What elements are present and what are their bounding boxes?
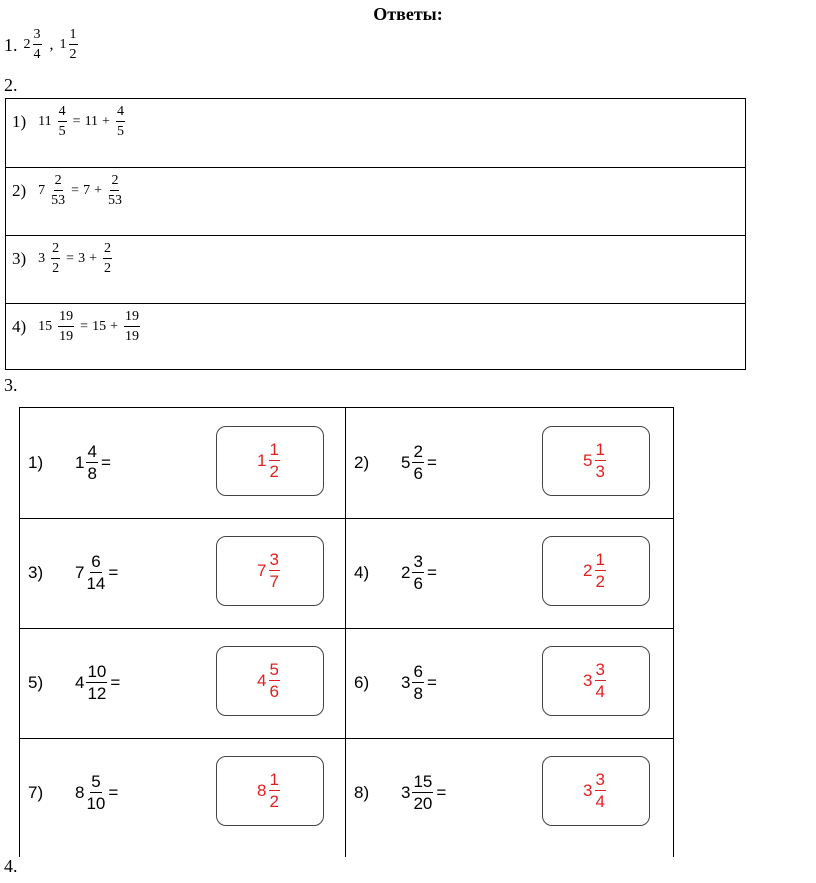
exercise-number: 5) [28, 673, 44, 692]
numerator: 2 [54, 174, 63, 191]
table-row [6, 235, 745, 303]
numerator: 10 [87, 662, 107, 682]
fraction [269, 661, 280, 701]
denominator: 20 [413, 794, 433, 813]
numerator: 3 [595, 770, 605, 790]
whole: 2 [401, 563, 411, 582]
expression [401, 408, 437, 518]
fraction [595, 551, 606, 591]
whole: 15 [92, 319, 107, 334]
fraction [86, 663, 107, 703]
equals-sign: = [108, 783, 119, 802]
exercise-cell [20, 408, 346, 518]
answer-whole: 3 [583, 781, 593, 800]
answer-whole: 5 [583, 451, 593, 470]
exercise-number: 8) [354, 783, 370, 802]
answer-box [216, 536, 324, 606]
exercise-number: 3) [28, 563, 44, 582]
whole: 7 [38, 183, 46, 198]
numerator: 2 [413, 442, 423, 462]
numerator: 6 [91, 552, 101, 572]
fraction [412, 663, 423, 703]
numerator: 19 [124, 310, 140, 327]
numerator: 2 [103, 242, 112, 259]
denominator: 8 [87, 464, 97, 483]
numerator: 19 [58, 310, 74, 327]
equals-sign: = [71, 183, 80, 198]
denominator: 53 [107, 193, 122, 208]
exercise-number: 1) [28, 453, 44, 472]
expression [75, 518, 118, 628]
numerator: 5 [269, 660, 279, 680]
equation [12, 174, 124, 208]
denominator: 6 [269, 682, 279, 701]
answer-box [542, 426, 650, 496]
denominator: 4 [595, 792, 605, 811]
answer-whole: 4 [257, 671, 267, 690]
fraction [412, 773, 433, 813]
denominator: 5 [58, 124, 66, 139]
expression [401, 738, 446, 848]
denominator: 3 [595, 462, 605, 481]
exercise-cell [346, 408, 672, 518]
numerator: 15 [413, 772, 433, 792]
fraction: $\frac{3}{4}$ [33, 27, 41, 62]
denominator: 10 [86, 794, 106, 813]
exercise-number: 4) [354, 563, 370, 582]
fraction [116, 105, 125, 139]
answer-whole: 3 [583, 671, 593, 690]
answer-whole: 8 [257, 781, 267, 800]
mixed-number [60, 28, 80, 62]
answer-box [216, 646, 324, 716]
numerator: 6 [413, 662, 423, 682]
whole: 3 [401, 673, 411, 692]
fraction [124, 310, 140, 344]
denominator: 8 [413, 684, 423, 703]
numerator: 3 [269, 550, 279, 570]
denominator: 2 [269, 792, 279, 811]
answer-box [542, 536, 650, 606]
fraction [86, 773, 105, 813]
whole: 3 [38, 251, 46, 266]
answer-1 [4, 28, 80, 62]
row-number: 1) [12, 112, 27, 131]
whole: 5 [401, 453, 411, 472]
fraction [103, 242, 112, 276]
numerator: 4 [58, 105, 67, 122]
denominator: 2 [595, 572, 605, 591]
numerator: 1 [595, 550, 605, 570]
answer-whole: 7 [257, 561, 267, 580]
equation [12, 310, 142, 344]
fraction [108, 174, 122, 208]
answer-box [542, 756, 650, 826]
whole: 11 [38, 114, 52, 129]
equals-sign: = [436, 783, 447, 802]
numerator: 2 [51, 242, 60, 259]
numerator: 2 [110, 174, 119, 191]
denominator: 19 [59, 329, 74, 344]
plus-sign: + [94, 183, 102, 198]
numerator: 4 [116, 105, 125, 122]
exercise-cell [346, 738, 672, 848]
row-number: 3) [12, 249, 27, 268]
equals-sign: = [426, 563, 437, 582]
fraction [595, 441, 606, 481]
table-row [6, 99, 745, 167]
denominator: 4 [595, 682, 605, 701]
numerator: 1 [269, 440, 279, 460]
numerator: 4 [87, 442, 97, 462]
denominator: 7 [269, 572, 279, 591]
exercise-cell [20, 738, 346, 848]
denominator: 6 [413, 464, 423, 483]
denominator: 5 [116, 124, 124, 139]
mixed-number [24, 28, 44, 62]
equals-sign: = [100, 453, 111, 472]
fraction [58, 105, 67, 139]
fraction [269, 551, 280, 591]
equals-sign: = [110, 673, 121, 692]
fraction [86, 443, 97, 483]
numerator: 1 [269, 770, 279, 790]
denominator: 19 [124, 329, 139, 344]
expression [75, 408, 111, 518]
equals-sign: = [66, 251, 75, 266]
equals-sign: = [80, 319, 89, 334]
denominator: 53 [51, 193, 66, 208]
whole: 1 [75, 453, 85, 472]
whole: 15 [38, 319, 53, 334]
whole: 2 [23, 37, 31, 52]
equals-sign: = [426, 673, 437, 692]
exercise-number: 2) [354, 453, 370, 472]
fraction [51, 242, 60, 276]
question-3-table [19, 407, 674, 857]
fraction [58, 310, 74, 344]
whole: 11 [84, 114, 99, 129]
equals-sign: = [72, 114, 81, 129]
fraction [595, 771, 606, 811]
whole: 1 [59, 37, 67, 52]
question-4-label: 4. [4, 856, 18, 876]
separator: , [49, 36, 54, 53]
whole: 3 [78, 251, 86, 266]
exercise-cell [20, 628, 346, 738]
numerator: 1 [595, 440, 605, 460]
exercise-number: 7) [28, 783, 44, 802]
whole: 3 [401, 783, 411, 802]
denominator: 2 [103, 261, 111, 276]
exercise-cell [346, 518, 672, 628]
equation [12, 105, 127, 139]
whole: 4 [75, 673, 85, 692]
fraction [412, 443, 423, 483]
numerator: 5 [91, 772, 101, 792]
denominator: 14 [86, 574, 106, 593]
equals-sign: = [426, 453, 437, 472]
row-number: 4) [12, 317, 27, 336]
fraction [269, 441, 280, 481]
question-3-label: 3. [4, 375, 18, 395]
answer-box [542, 646, 650, 716]
plus-sign: + [89, 251, 97, 266]
numerator: 3 [595, 660, 605, 680]
expression [401, 628, 437, 738]
denominator: 6 [413, 574, 423, 593]
fraction [269, 771, 280, 811]
question-1-label: 1. [4, 34, 18, 55]
fraction [412, 553, 423, 593]
expression [75, 628, 120, 738]
exercise-cell [20, 518, 346, 628]
exercise-cell [346, 628, 672, 738]
whole: 7 [83, 183, 91, 198]
row-number: 2) [12, 181, 27, 200]
whole: 8 [75, 783, 85, 802]
equals-sign: = [108, 563, 119, 582]
fraction: $\frac{1}{2}$ [69, 27, 77, 62]
expression [75, 738, 118, 848]
table-row [6, 167, 745, 235]
answer-box [216, 756, 324, 826]
numerator: 3 [413, 552, 423, 572]
question-2-label: 2. [4, 75, 18, 95]
fraction [51, 174, 65, 208]
expression [401, 518, 437, 628]
fraction [86, 553, 105, 593]
page-title: Ответы: [373, 4, 443, 24]
whole: 7 [75, 563, 85, 582]
answer-box [216, 426, 324, 496]
table-row [6, 303, 745, 371]
exercise-number: 6) [354, 673, 370, 692]
answer-whole: 2 [583, 561, 593, 580]
denominator: 2 [269, 462, 279, 481]
question-2-table [5, 98, 746, 370]
fraction [595, 661, 606, 701]
denominator: 12 [87, 684, 107, 703]
plus-sign: + [102, 114, 110, 129]
answer-whole: 1 [257, 451, 267, 470]
plus-sign: + [110, 319, 118, 334]
denominator: 2 [52, 261, 60, 276]
equation [12, 242, 114, 276]
